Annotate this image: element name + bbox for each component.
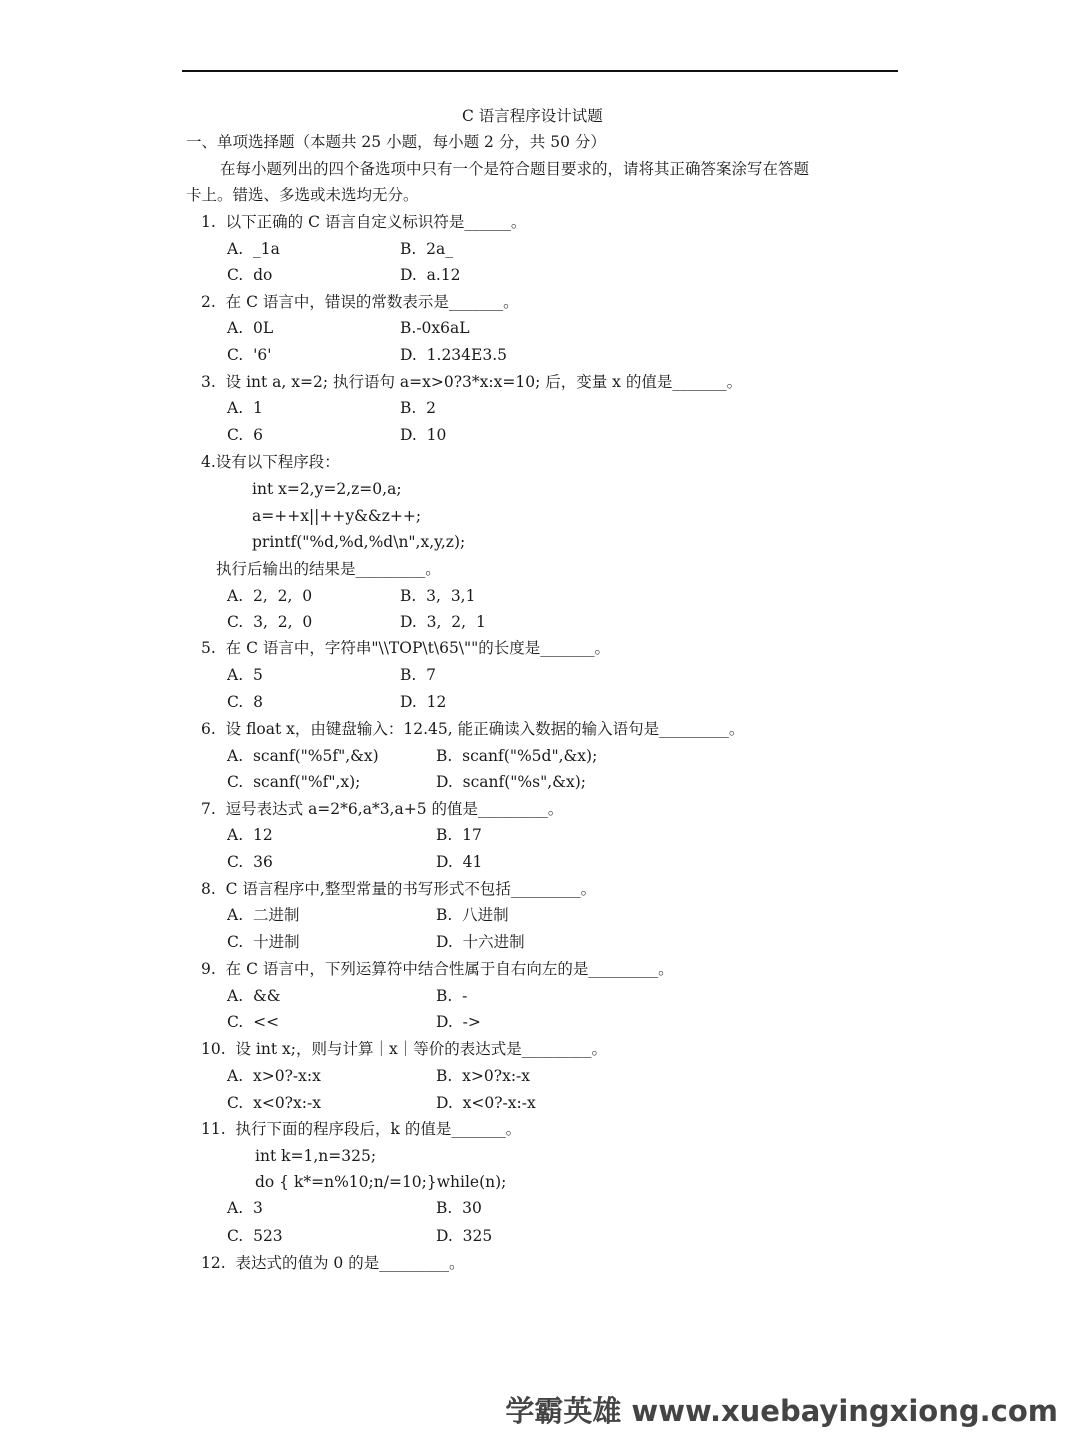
option: A. 3 [227, 1199, 263, 1217]
option: C. 3, 2, 0 [227, 613, 313, 631]
option: A. _1a [227, 240, 280, 258]
question-12: 12. 表达式的值为 0 的是_________。 [201, 1254, 465, 1272]
option: B. 2 [400, 399, 437, 417]
option: D. 1.234E3.5 [400, 346, 507, 364]
option: C. 36 [227, 853, 273, 871]
option: C. 8 [227, 693, 263, 711]
option: A. scanf("%5f",&x) [227, 747, 379, 765]
option: A. 0L [227, 319, 274, 337]
question-4: 4.设有以下程序段： [201, 453, 340, 471]
option: B. 2a_ [400, 240, 454, 258]
option: C. x<0?x:-x [227, 1094, 321, 1112]
exam-title: C 语言程序设计试题 [462, 107, 603, 125]
option: C. '6' [227, 346, 272, 364]
option: A. 5 [227, 666, 263, 684]
instructions-line2: 卡上。错选、多选或未选均无分。 [186, 186, 419, 204]
option: B. scanf("%5d",&x); [436, 747, 598, 765]
section-heading: 一、单项选择题（本题共 25 小题，每小题 2 分，共 50 分） [186, 133, 606, 151]
option: D. 十六进制 [436, 933, 525, 951]
question-4-tail: 执行后输出的结果是_________。 [216, 560, 441, 578]
code-line: int k=1,n=325; [255, 1147, 377, 1165]
option: B. 17 [436, 826, 482, 844]
instructions-line1: 在每小题列出的四个备选项中只有一个是符合题目要求的，请将其正确答案涂写在答题 [220, 160, 810, 178]
option: A. 2, 2, 0 [227, 587, 313, 605]
option: B. x>0?x:-x [436, 1067, 531, 1085]
code-line: a=++x||++y&&z++; [252, 507, 422, 525]
question-7: 7. 逗号表达式 a=2*6,a*3,a+5 的值是_________。 [201, 800, 564, 818]
option: B. 30 [436, 1199, 482, 1217]
option: B. - [436, 987, 468, 1005]
code-line: printf("%d,%d,%d\n",x,y,z); [252, 533, 466, 551]
option: D. 3, 2, 1 [400, 613, 486, 631]
option: A. x>0?-x:x [227, 1067, 321, 1085]
option: D. 325 [436, 1227, 493, 1245]
option: C. 十进制 [227, 933, 300, 951]
option: C. << [227, 1013, 280, 1031]
option: A. && [227, 987, 281, 1005]
option: B. 八进制 [436, 906, 509, 924]
question-6: 6. 设 float x，由键盘输入：12.45, 能正确读入数据的输入语句是_________。 [201, 720, 745, 738]
option: D. -> [436, 1013, 481, 1031]
code-line: do { k*=n%10;n/=10;}while(n); [255, 1173, 507, 1191]
question-5: 5. 在 C 语言中，字符串"\\TOP\t\65\""的长度是_______。 [201, 639, 611, 657]
option: C. scanf("%f",x); [227, 773, 361, 791]
watermark: 学霸英雄 www.xuebayingxiong.com [505, 1394, 1058, 1428]
option: A. 二进制 [227, 906, 300, 924]
option: C. 523 [227, 1227, 283, 1245]
option: B. 3, 3,1 [400, 587, 476, 605]
option: B.-0x6aL [400, 319, 470, 337]
question-11: 11. 执行下面的程序段后，k 的值是_______。 [201, 1120, 522, 1138]
option: D. 41 [436, 853, 483, 871]
code-line: int x=2,y=2,z=0,a; [252, 480, 402, 498]
option: C. do [227, 266, 273, 284]
option: D. a.12 [400, 266, 461, 284]
option: D. x<0?-x:-x [436, 1094, 536, 1112]
option: A. 1 [227, 399, 263, 417]
question-2: 2. 在 C 语言中，错误的常数表示是_______。 [201, 293, 519, 311]
option: D. 10 [400, 426, 447, 444]
question-3: 3. 设 int a, x=2; 执行语句 a=x>0?3*x:x=10; 后，变量 x 的值是_______。 [201, 373, 743, 391]
option: C. 6 [227, 426, 263, 444]
question-8: 8. C 语言程序中,整型常量的书写形式不包括_________。 [201, 880, 597, 898]
option: D. scanf("%s",&x); [436, 773, 586, 791]
option: A. 12 [227, 826, 273, 844]
question-1: 1. 以下正确的 C 语言自定义标识符是______。 [201, 213, 527, 231]
option: D. 12 [400, 693, 447, 711]
question-10: 10. 设 int x;，则与计算｜x｜等价的表达式是_________。 [201, 1040, 607, 1058]
question-9: 9. 在 C 语言中，下列运算符中结合性属于自右向左的是_________。 [201, 960, 674, 978]
option: B. 7 [400, 666, 437, 684]
header-rule [182, 70, 898, 72]
